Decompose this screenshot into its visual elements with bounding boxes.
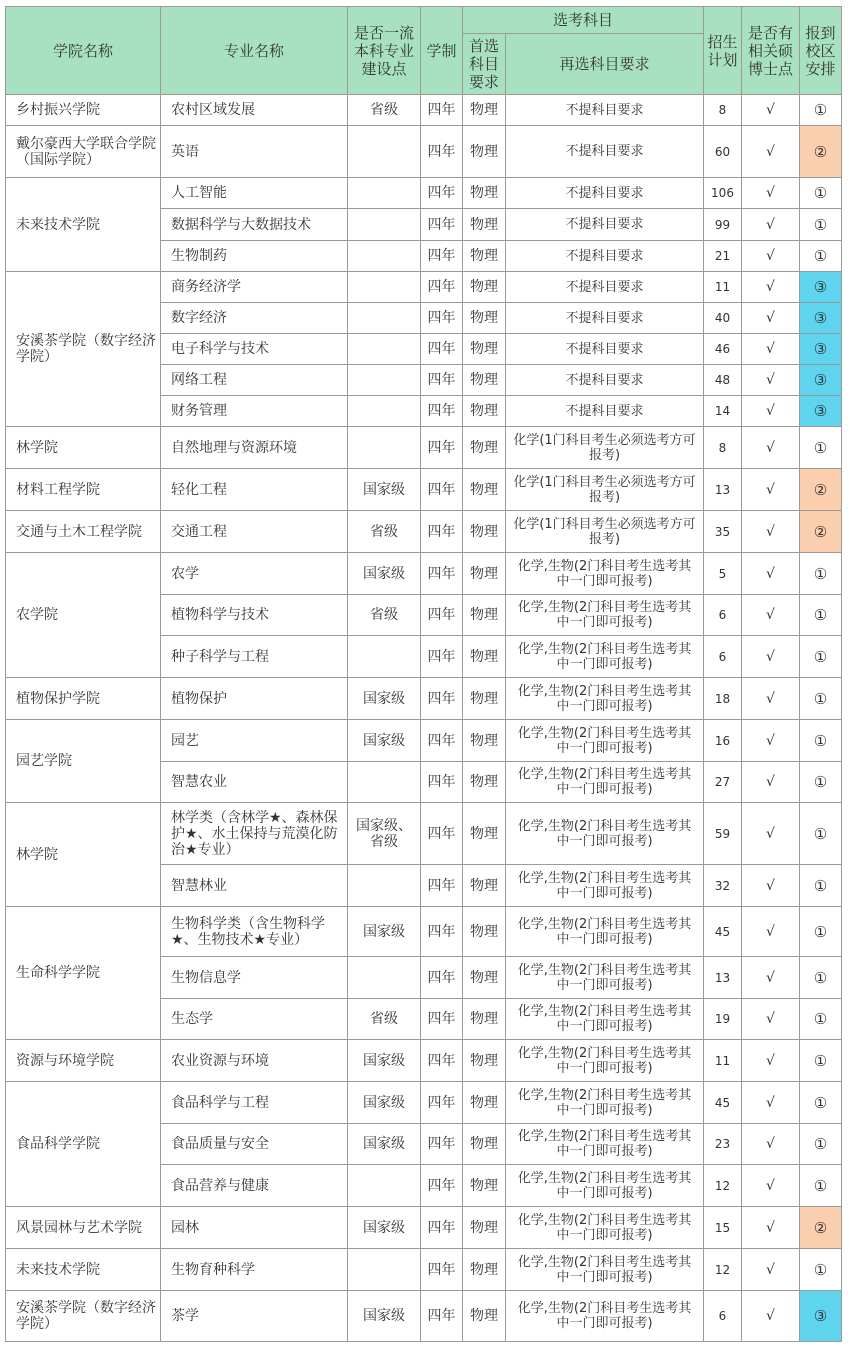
major-cell: 园艺 bbox=[161, 720, 348, 762]
college-cell: 乡村振兴学院 bbox=[6, 95, 161, 126]
duration-cell: 四年 bbox=[421, 636, 463, 678]
duration-cell: 四年 bbox=[421, 396, 463, 427]
quota-cell: 6 bbox=[704, 636, 742, 678]
campus-cell: ① bbox=[800, 1124, 842, 1165]
major-cell: 数字经济 bbox=[161, 303, 348, 334]
phd-check-cell: √ bbox=[742, 720, 800, 762]
first-class-cell bbox=[348, 126, 421, 178]
phd-check-cell: √ bbox=[742, 365, 800, 396]
college-cell: 未来技术学院 bbox=[6, 178, 161, 272]
phd-check-cell: √ bbox=[742, 1249, 800, 1291]
major-cell: 英语 bbox=[161, 126, 348, 178]
duration-cell: 四年 bbox=[421, 95, 463, 126]
college-cell: 园艺学院 bbox=[6, 720, 161, 803]
campus-cell: ① bbox=[800, 1040, 842, 1082]
header-first-class: 是否一流本科专业建设点 bbox=[348, 7, 421, 95]
table-row bbox=[6, 427, 842, 469]
first-class-cell: 省级 bbox=[348, 95, 421, 126]
phd-check-cell: √ bbox=[742, 469, 800, 511]
first-class-cell: 国家级 bbox=[348, 720, 421, 762]
table-row bbox=[6, 511, 842, 553]
second-subject-cell: 不提科目要求 bbox=[506, 178, 704, 209]
duration-cell: 四年 bbox=[421, 1165, 463, 1207]
table-row bbox=[6, 907, 842, 957]
phd-check-cell: √ bbox=[742, 272, 800, 303]
second-subject-cell: 化学,生物(2门科目考生选考其中一门即可报考) bbox=[506, 865, 704, 907]
duration-cell: 四年 bbox=[421, 595, 463, 636]
second-subject-cell: 化学,生物(2门科目考生选考其中一门即可报考) bbox=[506, 1124, 704, 1165]
phd-check-cell: √ bbox=[742, 241, 800, 272]
table-row bbox=[6, 720, 842, 762]
header-phd: 是否有相关硕博士点 bbox=[742, 7, 800, 95]
table-row bbox=[6, 678, 842, 720]
first-class-cell bbox=[348, 334, 421, 365]
quota-cell: 11 bbox=[704, 272, 742, 303]
quota-cell: 11 bbox=[704, 1040, 742, 1082]
college-cell: 生命科学学院 bbox=[6, 907, 161, 1040]
major-cell: 网络工程 bbox=[161, 365, 348, 396]
phd-check-cell: √ bbox=[742, 178, 800, 209]
duration-cell: 四年 bbox=[421, 678, 463, 720]
campus-cell: ① bbox=[800, 999, 842, 1040]
first-class-cell bbox=[348, 209, 421, 241]
phd-check-cell: √ bbox=[742, 126, 800, 178]
header-subjects: 选考科目 bbox=[463, 7, 704, 34]
quota-cell: 14 bbox=[704, 396, 742, 427]
phd-check-cell: √ bbox=[742, 1165, 800, 1207]
first-class-cell: 省级 bbox=[348, 595, 421, 636]
campus-cell: ③ bbox=[800, 303, 842, 334]
campus-cell: ③ bbox=[800, 334, 842, 365]
quota-cell: 35 bbox=[704, 511, 742, 553]
college-cell: 林学院 bbox=[6, 427, 161, 469]
second-subject-cell: 不提科目要求 bbox=[506, 303, 704, 334]
major-cell: 数据科学与大数据技术 bbox=[161, 209, 348, 241]
duration-cell: 四年 bbox=[421, 272, 463, 303]
major-cell: 茶学 bbox=[161, 1291, 348, 1342]
duration-cell: 四年 bbox=[421, 469, 463, 511]
major-cell: 食品科学与工程 bbox=[161, 1082, 348, 1124]
first-class-cell: 国家级 bbox=[348, 678, 421, 720]
campus-cell: ① bbox=[800, 762, 842, 803]
quota-cell: 45 bbox=[704, 1082, 742, 1124]
campus-cell: ① bbox=[800, 1165, 842, 1207]
college-cell: 安溪茶学院（数字经济学院） bbox=[6, 1291, 161, 1342]
phd-check-cell: √ bbox=[742, 1207, 800, 1249]
first-class-cell bbox=[348, 427, 421, 469]
first-subject-cell: 物理 bbox=[463, 178, 506, 209]
first-subject-cell: 物理 bbox=[463, 427, 506, 469]
duration-cell: 四年 bbox=[421, 957, 463, 999]
campus-cell: ② bbox=[800, 126, 842, 178]
campus-cell: ② bbox=[800, 511, 842, 553]
quota-cell: 16 bbox=[704, 720, 742, 762]
phd-check-cell: √ bbox=[742, 636, 800, 678]
phd-check-cell: √ bbox=[742, 1124, 800, 1165]
first-subject-cell: 物理 bbox=[463, 469, 506, 511]
first-class-cell: 国家级 bbox=[348, 553, 421, 595]
major-cell: 商务经济学 bbox=[161, 272, 348, 303]
second-subject-cell: 不提科目要求 bbox=[506, 396, 704, 427]
phd-check-cell: √ bbox=[742, 803, 800, 865]
major-cell: 人工智能 bbox=[161, 178, 348, 209]
first-class-cell bbox=[348, 272, 421, 303]
first-class-cell: 国家级 bbox=[348, 469, 421, 511]
first-class-cell bbox=[348, 865, 421, 907]
quota-cell: 32 bbox=[704, 865, 742, 907]
college-cell: 资源与环境学院 bbox=[6, 1040, 161, 1082]
first-subject-cell: 物理 bbox=[463, 303, 506, 334]
first-subject-cell: 物理 bbox=[463, 678, 506, 720]
first-class-cell: 国家级 bbox=[348, 1124, 421, 1165]
major-cell: 财务管理 bbox=[161, 396, 348, 427]
quota-cell: 8 bbox=[704, 427, 742, 469]
header-duration: 学制 bbox=[421, 7, 463, 95]
second-subject-cell: 化学,生物(2门科目考生选考其中一门即可报考) bbox=[506, 1207, 704, 1249]
duration-cell: 四年 bbox=[421, 1291, 463, 1342]
duration-cell: 四年 bbox=[421, 1040, 463, 1082]
first-subject-cell: 物理 bbox=[463, 999, 506, 1040]
duration-cell: 四年 bbox=[421, 553, 463, 595]
header-second-subject: 再选科目要求 bbox=[506, 34, 704, 95]
campus-cell: ① bbox=[800, 678, 842, 720]
major-cell: 种子科学与工程 bbox=[161, 636, 348, 678]
quota-cell: 6 bbox=[704, 1291, 742, 1342]
first-class-cell: 国家级 bbox=[348, 907, 421, 957]
duration-cell: 四年 bbox=[421, 303, 463, 334]
quota-cell: 13 bbox=[704, 469, 742, 511]
first-class-cell bbox=[348, 957, 421, 999]
first-subject-cell: 物理 bbox=[463, 396, 506, 427]
major-cell: 农业资源与环境 bbox=[161, 1040, 348, 1082]
duration-cell: 四年 bbox=[421, 241, 463, 272]
first-subject-cell: 物理 bbox=[463, 1165, 506, 1207]
quota-cell: 46 bbox=[704, 334, 742, 365]
college-cell: 食品科学学院 bbox=[6, 1082, 161, 1207]
major-cell: 食品营养与健康 bbox=[161, 1165, 348, 1207]
phd-check-cell: √ bbox=[742, 334, 800, 365]
college-cell: 戴尔豪西大学联合学院（国际学院） bbox=[6, 126, 161, 178]
quota-cell: 60 bbox=[704, 126, 742, 178]
college-cell: 材料工程学院 bbox=[6, 469, 161, 511]
quota-cell: 18 bbox=[704, 678, 742, 720]
campus-cell: ① bbox=[800, 241, 842, 272]
duration-cell: 四年 bbox=[421, 1082, 463, 1124]
college-cell: 林学院 bbox=[6, 803, 161, 907]
first-class-cell: 国家级 bbox=[348, 1291, 421, 1342]
first-subject-cell: 物理 bbox=[463, 1124, 506, 1165]
first-class-cell bbox=[348, 762, 421, 803]
duration-cell: 四年 bbox=[421, 511, 463, 553]
campus-cell: ① bbox=[800, 553, 842, 595]
campus-cell: ① bbox=[800, 907, 842, 957]
first-class-cell bbox=[348, 241, 421, 272]
phd-check-cell: √ bbox=[742, 865, 800, 907]
campus-cell: ① bbox=[800, 178, 842, 209]
second-subject-cell: 化学,生物(2门科目考生选考其中一门即可报考) bbox=[506, 803, 704, 865]
table-body bbox=[6, 95, 842, 1342]
second-subject-cell: 化学,生物(2门科目考生选考其中一门即可报考) bbox=[506, 1165, 704, 1207]
table-row bbox=[6, 272, 842, 303]
first-class-cell: 国家级、省级 bbox=[348, 803, 421, 865]
table-row bbox=[6, 126, 842, 178]
second-subject-cell: 化学,生物(2门科目考生选考其中一门即可报考) bbox=[506, 678, 704, 720]
first-subject-cell: 物理 bbox=[463, 1291, 506, 1342]
phd-check-cell: √ bbox=[742, 303, 800, 334]
second-subject-cell: 化学,生物(2门科目考生选考其中一门即可报考) bbox=[506, 1291, 704, 1342]
header-campus: 报到校区安排 bbox=[800, 7, 842, 95]
second-subject-cell: 化学(1门科目考生必须选考方可报考) bbox=[506, 469, 704, 511]
major-cell: 电子科学与技术 bbox=[161, 334, 348, 365]
college-cell: 交通与土木工程学院 bbox=[6, 511, 161, 553]
major-cell: 农学 bbox=[161, 553, 348, 595]
table-row bbox=[6, 1040, 842, 1082]
college-cell: 未来技术学院 bbox=[6, 1249, 161, 1291]
quota-cell: 5 bbox=[704, 553, 742, 595]
campus-cell: ① bbox=[800, 636, 842, 678]
duration-cell: 四年 bbox=[421, 334, 463, 365]
quota-cell: 21 bbox=[704, 241, 742, 272]
duration-cell: 四年 bbox=[421, 865, 463, 907]
phd-check-cell: √ bbox=[742, 95, 800, 126]
phd-check-cell: √ bbox=[742, 209, 800, 241]
major-cell: 农村区域发展 bbox=[161, 95, 348, 126]
campus-cell: ① bbox=[800, 427, 842, 469]
second-subject-cell: 不提科目要求 bbox=[506, 365, 704, 396]
campus-cell: ② bbox=[800, 469, 842, 511]
phd-check-cell: √ bbox=[742, 999, 800, 1040]
second-subject-cell: 化学,生物(2门科目考生选考其中一门即可报考) bbox=[506, 999, 704, 1040]
duration-cell: 四年 bbox=[421, 178, 463, 209]
campus-cell: ③ bbox=[800, 365, 842, 396]
second-subject-cell: 化学,生物(2门科目考生选考其中一门即可报考) bbox=[506, 957, 704, 999]
first-class-cell bbox=[348, 1249, 421, 1291]
second-subject-cell: 不提科目要求 bbox=[506, 95, 704, 126]
second-subject-cell: 化学(1门科目考生必须选考方可报考) bbox=[506, 511, 704, 553]
first-class-cell bbox=[348, 636, 421, 678]
first-subject-cell: 物理 bbox=[463, 126, 506, 178]
campus-cell: ① bbox=[800, 595, 842, 636]
table-row bbox=[6, 1249, 842, 1291]
table-row bbox=[6, 1082, 842, 1124]
major-cell: 交通工程 bbox=[161, 511, 348, 553]
first-subject-cell: 物理 bbox=[463, 1249, 506, 1291]
quota-cell: 12 bbox=[704, 1249, 742, 1291]
first-class-cell bbox=[348, 178, 421, 209]
second-subject-cell: 不提科目要求 bbox=[506, 126, 704, 178]
major-cell: 自然地理与资源环境 bbox=[161, 427, 348, 469]
first-subject-cell: 物理 bbox=[463, 1040, 506, 1082]
second-subject-cell: 化学(1门科目考生必须选考方可报考) bbox=[506, 427, 704, 469]
table-row bbox=[6, 1207, 842, 1249]
phd-check-cell: √ bbox=[742, 595, 800, 636]
first-subject-cell: 物理 bbox=[463, 511, 506, 553]
second-subject-cell: 化学,生物(2门科目考生选考其中一门即可报考) bbox=[506, 1040, 704, 1082]
table-row bbox=[6, 178, 842, 209]
second-subject-cell: 化学,生物(2门科目考生选考其中一门即可报考) bbox=[506, 1082, 704, 1124]
duration-cell: 四年 bbox=[421, 209, 463, 241]
first-subject-cell: 物理 bbox=[463, 365, 506, 396]
first-class-cell: 省级 bbox=[348, 511, 421, 553]
quota-cell: 13 bbox=[704, 957, 742, 999]
quota-cell: 48 bbox=[704, 365, 742, 396]
major-cell: 智慧林业 bbox=[161, 865, 348, 907]
campus-cell: ① bbox=[800, 720, 842, 762]
second-subject-cell: 化学,生物(2门科目考生选考其中一门即可报考) bbox=[506, 636, 704, 678]
duration-cell: 四年 bbox=[421, 1249, 463, 1291]
first-subject-cell: 物理 bbox=[463, 241, 506, 272]
second-subject-cell: 不提科目要求 bbox=[506, 209, 704, 241]
first-subject-cell: 物理 bbox=[463, 334, 506, 365]
second-subject-cell: 不提科目要求 bbox=[506, 272, 704, 303]
first-subject-cell: 物理 bbox=[463, 636, 506, 678]
second-subject-cell: 化学,生物(2门科目考生选考其中一门即可报考) bbox=[506, 553, 704, 595]
duration-cell: 四年 bbox=[421, 803, 463, 865]
quota-cell: 15 bbox=[704, 1207, 742, 1249]
phd-check-cell: √ bbox=[742, 907, 800, 957]
campus-cell: ① bbox=[800, 1082, 842, 1124]
first-class-cell bbox=[348, 1165, 421, 1207]
first-class-cell: 国家级 bbox=[348, 1040, 421, 1082]
quota-cell: 99 bbox=[704, 209, 742, 241]
campus-cell: ① bbox=[800, 865, 842, 907]
first-subject-cell: 物理 bbox=[463, 762, 506, 803]
first-class-cell bbox=[348, 365, 421, 396]
table-row bbox=[6, 803, 842, 865]
duration-cell: 四年 bbox=[421, 1124, 463, 1165]
second-subject-cell: 化学,生物(2门科目考生选考其中一门即可报考) bbox=[506, 595, 704, 636]
duration-cell: 四年 bbox=[421, 126, 463, 178]
major-cell: 生态学 bbox=[161, 999, 348, 1040]
second-subject-cell: 不提科目要求 bbox=[506, 241, 704, 272]
college-cell: 安溪茶学院（数字经济学院） bbox=[6, 272, 161, 427]
first-subject-cell: 物理 bbox=[463, 803, 506, 865]
header-major: 专业名称 bbox=[161, 7, 348, 95]
phd-check-cell: √ bbox=[742, 762, 800, 803]
quota-cell: 19 bbox=[704, 999, 742, 1040]
quota-cell: 12 bbox=[704, 1165, 742, 1207]
header-quota: 招生计划 bbox=[704, 7, 742, 95]
quota-cell: 106 bbox=[704, 178, 742, 209]
phd-check-cell: √ bbox=[742, 957, 800, 999]
first-subject-cell: 物理 bbox=[463, 95, 506, 126]
first-subject-cell: 物理 bbox=[463, 272, 506, 303]
major-cell: 植物科学与技术 bbox=[161, 595, 348, 636]
first-subject-cell: 物理 bbox=[463, 1207, 506, 1249]
college-cell: 植物保护学院 bbox=[6, 678, 161, 720]
campus-cell: ① bbox=[800, 957, 842, 999]
first-subject-cell: 物理 bbox=[463, 907, 506, 957]
phd-check-cell: √ bbox=[742, 1291, 800, 1342]
first-class-cell: 省级 bbox=[348, 999, 421, 1040]
admission-table-wrapper bbox=[5, 6, 842, 1342]
quota-cell: 8 bbox=[704, 95, 742, 126]
first-subject-cell: 物理 bbox=[463, 1082, 506, 1124]
second-subject-cell: 化学,生物(2门科目考生选考其中一门即可报考) bbox=[506, 762, 704, 803]
second-subject-cell: 化学,生物(2门科目考生选考其中一门即可报考) bbox=[506, 720, 704, 762]
duration-cell: 四年 bbox=[421, 907, 463, 957]
table-row bbox=[6, 1291, 842, 1342]
second-subject-cell: 化学,生物(2门科目考生选考其中一门即可报考) bbox=[506, 907, 704, 957]
quota-cell: 23 bbox=[704, 1124, 742, 1165]
phd-check-cell: √ bbox=[742, 1040, 800, 1082]
duration-cell: 四年 bbox=[421, 999, 463, 1040]
major-cell: 生物信息学 bbox=[161, 957, 348, 999]
header-first-subject: 首选科目要求 bbox=[463, 34, 506, 95]
first-class-cell: 国家级 bbox=[348, 1207, 421, 1249]
quota-cell: 45 bbox=[704, 907, 742, 957]
major-cell: 生物制药 bbox=[161, 241, 348, 272]
quota-cell: 6 bbox=[704, 595, 742, 636]
campus-cell: ① bbox=[800, 95, 842, 126]
phd-check-cell: √ bbox=[742, 396, 800, 427]
phd-check-cell: √ bbox=[742, 553, 800, 595]
major-cell: 轻化工程 bbox=[161, 469, 348, 511]
major-cell: 植物保护 bbox=[161, 678, 348, 720]
campus-cell: ① bbox=[800, 209, 842, 241]
major-cell: 林学类（含林学★、森林保护★、水土保持与荒漠化防治★专业） bbox=[161, 803, 348, 865]
quota-cell: 59 bbox=[704, 803, 742, 865]
major-cell: 生物科学类（含生物科学★、生物技术★专业） bbox=[161, 907, 348, 957]
table-row bbox=[6, 553, 842, 595]
duration-cell: 四年 bbox=[421, 1207, 463, 1249]
campus-cell: ① bbox=[800, 803, 842, 865]
second-subject-cell: 不提科目要求 bbox=[506, 334, 704, 365]
campus-cell: ③ bbox=[800, 1291, 842, 1342]
first-class-cell bbox=[348, 303, 421, 334]
campus-cell: ① bbox=[800, 1249, 842, 1291]
first-subject-cell: 物理 bbox=[463, 553, 506, 595]
duration-cell: 四年 bbox=[421, 427, 463, 469]
campus-cell: ③ bbox=[800, 396, 842, 427]
major-cell: 园林 bbox=[161, 1207, 348, 1249]
first-subject-cell: 物理 bbox=[463, 209, 506, 241]
phd-check-cell: √ bbox=[742, 1082, 800, 1124]
header-college: 学院名称 bbox=[6, 7, 161, 95]
table-row bbox=[6, 469, 842, 511]
quota-cell: 40 bbox=[704, 303, 742, 334]
first-class-cell bbox=[348, 396, 421, 427]
first-subject-cell: 物理 bbox=[463, 720, 506, 762]
duration-cell: 四年 bbox=[421, 365, 463, 396]
first-subject-cell: 物理 bbox=[463, 595, 506, 636]
campus-cell: ③ bbox=[800, 272, 842, 303]
phd-check-cell: √ bbox=[742, 678, 800, 720]
table-row bbox=[6, 95, 842, 126]
quota-cell: 27 bbox=[704, 762, 742, 803]
college-cell: 风景园林与艺术学院 bbox=[6, 1207, 161, 1249]
major-cell: 食品质量与安全 bbox=[161, 1124, 348, 1165]
campus-cell: ② bbox=[800, 1207, 842, 1249]
phd-check-cell: √ bbox=[742, 511, 800, 553]
second-subject-cell: 化学,生物(2门科目考生选考其中一门即可报考) bbox=[506, 1249, 704, 1291]
major-cell: 生物育种科学 bbox=[161, 1249, 348, 1291]
first-subject-cell: 物理 bbox=[463, 865, 506, 907]
duration-cell: 四年 bbox=[421, 720, 463, 762]
first-class-cell: 国家级 bbox=[348, 1082, 421, 1124]
major-cell: 智慧农业 bbox=[161, 762, 348, 803]
duration-cell: 四年 bbox=[421, 762, 463, 803]
phd-check-cell: √ bbox=[742, 427, 800, 469]
admission-table bbox=[5, 6, 842, 1342]
college-cell: 农学院 bbox=[6, 553, 161, 678]
first-subject-cell: 物理 bbox=[463, 957, 506, 999]
